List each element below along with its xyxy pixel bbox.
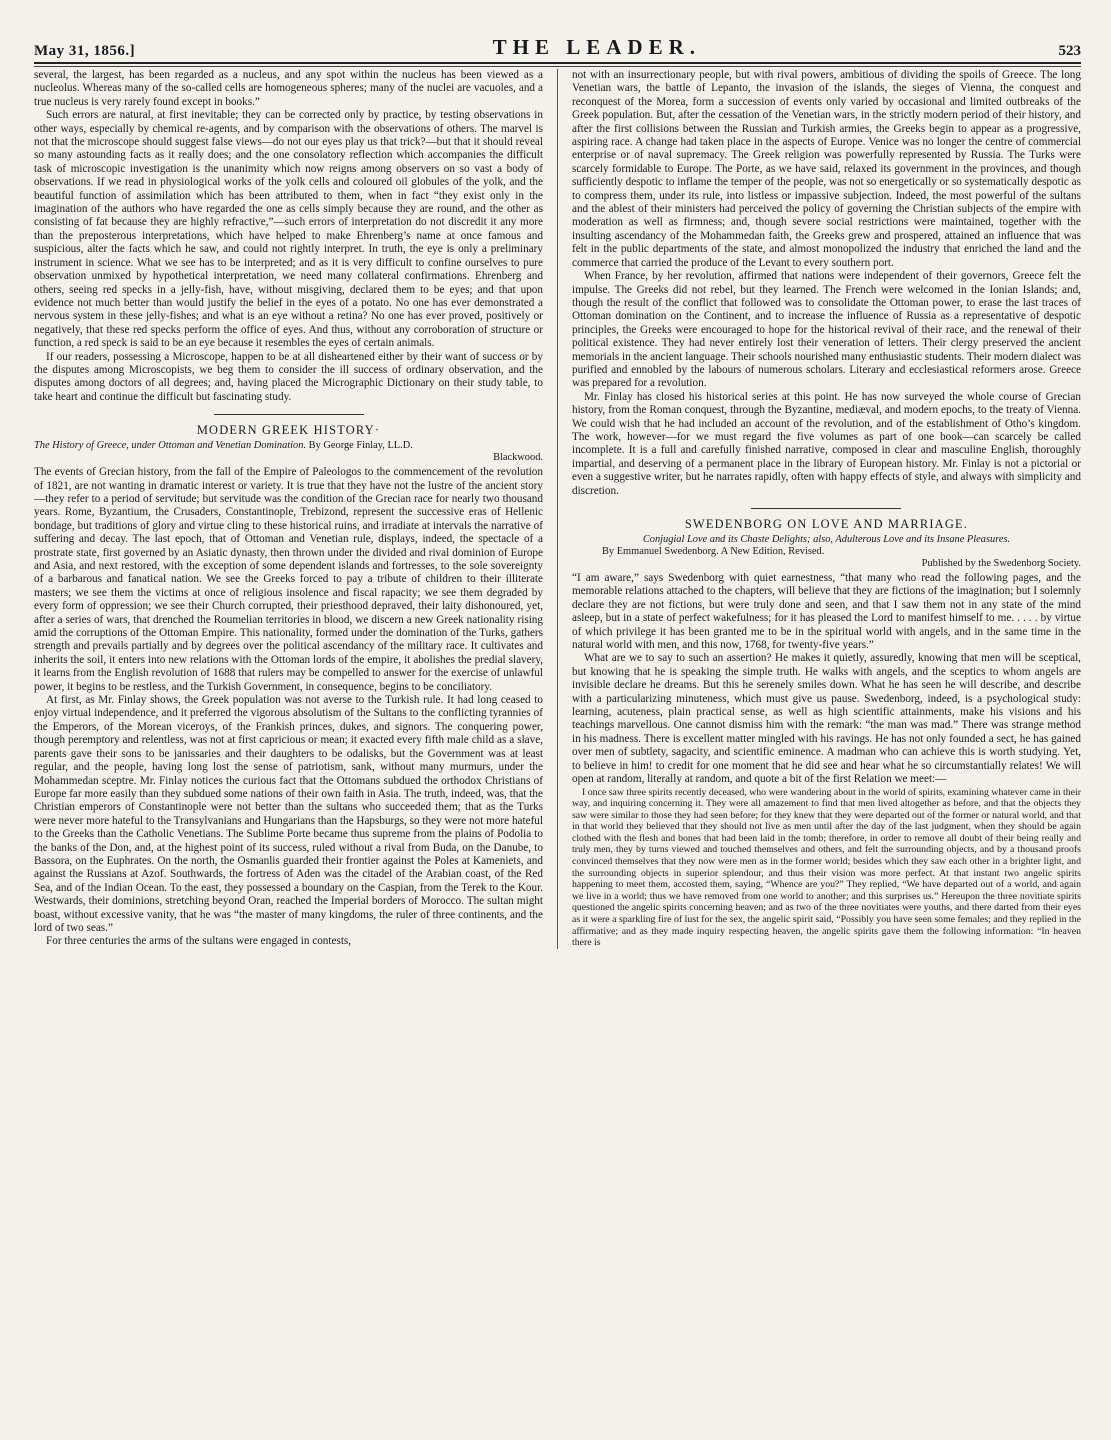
left-paragraph-3: If our readers, possessing a Microscope, happen to be at all disheartened either by their want of success or by the disputes among Microscopists, we beg them to consider the ill success of ordinary observation, and the disputes among doctors of all degrees; and, having placed the Micrographic Dictionary on their study table, to take heart and continue the difficult but fascinating study. <box>34 350 543 403</box>
masthead <box>34 30 1081 64</box>
right-column <box>572 69 1081 949</box>
right-paragraph-1: not with an insurrectionary people, but with rival powers, ambitious of dividing the spoils of Greece. The long Venetian wars, the battle of Lepanto, the invasion of the islands, the sieges of Vienna, the conquest and reconquest of the Morea, form a succession of events only varied by occasional and limited outbreaks of the Greek population. But, after the cessation of the Venetian wars, in the strictly modern period of their history, and after the first collisions between the Russian and Turkish armies, the Greeks begin to appear as a progressive, aspiring race. A change had taken place in the aspects of Europe. Venice was no longer the centre of commercial enterprise or of naval supremacy. The Greek religion was powerfully represented by Russia. The Turks were scarcely formidable to Europe. The Porte, as we have said, relaxed its government in the provinces, and though sufficiently despotic to inflame the temper of the people, was not so energetically or so systematically despotic as to compress them, under its rule, into listless or impassive subjection. Indeed, the most powerful of the sultans and the ablest of their ministers had perceived the policy of governing the Christian subjects of the empire with moderation as well as firmness; and, though severe social restrictions were maintained, together with the insulting ascendancy of the Mohammedan faith, the Greeks grew and prospered, attained an influence that was felt in the public departments of the state, and almost monopolized the industry that enriched the land and the commerce that carried the produce of the Levant to every southern port. <box>571 69 1081 269</box>
book-publisher: Blackwood. <box>493 452 543 464</box>
newspaper-title: THE LEADER. <box>492 35 702 59</box>
book-author: By Emmanuel Swedenborg. A New Edition, Revised. <box>601 546 825 557</box>
left-paragraph-5: At first, as Mr. Finlay shows, the Greek population was not averse to the Turkish rule. It had long ceased to enjoy virtual independence, and it preferred the vigorous absolutism of the Sultans to the conflicting tyrannies of the Emperors, of the Morean viceroys, of the Frankish princes, dukes, and signors. The conquering power, though peremptory and relentless, was not at first capricious or mean; it exacted every fifth male child as a slave, parents gave their sons to be janissaries and their daughters to be odalisks, but the Government was at least regular, and the people, having long lost the sense of patriotism, sank, without many murmurs, under the Mohammedan sceptre. Mr. Finlay notices the curious fact that the Ottomans subdued the orthodox Christians of Europe far more easily than they subdued some nations of their own faith in Asia. The truth, indeed, was, that the Christian emperors of Constantinople were not better than the sultans who succeeded them; that as the Turks were never more hateful to the Transylvanians and Hungarians than the Hapsburgs, so they were not more hateful to the Greeks than the Catholic Venetians. The Sublime Porte became thus supreme from the plains of Podolia to the banks of the Don, and, at the highest point of its success, ruled without a rival from Buda, on the Danube, to Bassora, on the Euphrates. On the north, the Osmanlis guarded their frontier against the Poles at Kameniets, and against the Russians at Azof. Southwards, the fortress of Aden was the citadel of the Arabian coast, of the Red Sea, and of the Indian Ocean. To the east, they possessed a boundary on the Caspian, from the Terek to the Kour. Westwards, their dominions, stretching beyond Oran, reached the Imperial borders of Morocco. The sultan might boast, without excessive vanity, that he was “the master of many kingdoms, the ruler of three continents, and the lord of two seas.” <box>34 694 543 934</box>
right-paragraph-3: Mr. Finlay has closed his historical series at this point. He has now surveyed the whole course of Grecian history, from the Roman conquest, through the Byzantine, mediæval, and modern epochs, to the treaty of Vienna. We could wish that he had included an account of the revolution, and of the establishment of Otho’s kingdom. The work, however—for we must regard the five volumes as part of one book—can scarcely be called incomplete. It is a full and carefully finished narrative, composed in clear and masculine English, thoroughly impartial, and deserving of a permanent place in the library of European history. Mr. Finlay is not a pictorial or even a suggestive writer, but he narrates rapidly, often with happy effects of style, and always with simplicity and discretion. <box>571 390 1081 497</box>
issue-date: May 31, 1856.] <box>34 43 136 59</box>
right-paragraph-5: What are we to say to such an assertion? He makes it quietly, assuredly, knowing that men will be sceptical, but knowing that he is speaking the simple truth. He walks with angels, and the sceptics to whom angels are invisible declare he dreams. But this he serenely smiles down. What he has seen he will describe, and describe with a particularizing minuteness, which must give us pause. Swedenborg, indeed, is a psychological study: learning, acuteness, plain practical sense, as well as high scientific attainments, make his visions and his teachings marvellous. One cannot dismiss him with the remark: “the man was mad.” There was strange method in his madness. There is excellent matter mingled with his ravings. He has not only founded a sect, he has gained over men of subtlety, sagacity, and scientific eminence. A madman who can achieve this is worth studying. Yet, to believe in him! to credit for one moment that he did see and hear what he so circumstantially relates! We will open at random, literally at random, and quote a bit of the first Relation we meet:— <box>571 652 1081 786</box>
book-title: Conjugial Love and its Chaste Delights; also, Adulterous Love and its Insane Pleasures. <box>642 534 1011 545</box>
right-paragraph-4: “I am aware,” says Swedenborg with quiet earnestness, “that many who read the following pages, and the memorable relations attached to the chapters, will believe that they are fictions of the imagination; but I solemnly declare they are not fictions, but were truly done and seen, and that I saw them not in any state of the mind asleep, but in a state of perfect wakefulness; for it has pleased the Lord to manifest himself to me. . . . . by virtue of which privilege it has been granted me to be in the spiritual world with angels, and in the same time in the natural world with men, and this now, 1768, for twenty-five years.” <box>571 572 1081 652</box>
article-title-swedenborg: SWEDENBORG ON LOVE AND MARRIAGE. <box>684 517 969 531</box>
article-separator <box>214 414 364 415</box>
book-info-swedenborg <box>572 534 1081 570</box>
left-paragraph-4: The events of Grecian history, from the fall of the Empire of Paleologos to the commencement of the revolution of 1821, are not wanting in dramatic interest or variety. It is true that they have not the lustre of the ancient story—they refer to a period of servitude; but servitude was the condition of the Grecian race for nearly two thousand years. Rome, Byzantium, the Crusaders, Constantinople, Trebizond, represent the successive eras of Hellenic bondage, but traditions of glory and virtue cling to these historical ruins, and irradiate at intervals the narrative of suffering and decay. The last epoch, that of Ottoman and Venetian rule, displays, indeed, the spectacle of a prostrate state, first governed by an Asiatic dynasty, then thrown under the divided and rival dominion of Europe and Asia, and next restored, with the exception of some dependent islands and fortresses, to the sole sovereignty of a barbarous and fanatical nation. We see the Greeks forced to pay a tribute of children to their illiterate masters; we see them the victims at once of religious insolence and fiscal rapacity; we see them degraded by every form of oppression; we see their Church corrupted, their priesthood depraved, their laity dishonoured, yet, after a series of wars, that drenched the Roumelian territories in blood, we discern a new Greek nationality rising amid the corruptions of the Ottoman Empire. This nationality, formed under the domination of the Turks, gathers strength and prevails partially and by degrees over the political ascendancy of the military race. It cultivates and inherits the soil, it enters into new relations with the Ottoman lords of the empire, it abolishes the predial slavery, it learns from the English revolution of 1688 that rulers may be compelled to answer for the exercise of unlawful power, it begins to be restless, and the Turkish Government, in consequence, begins to be conciliatory. <box>34 466 543 693</box>
left-paragraph-2: Such errors are natural, at first inevitable; they can be corrected only by practice, by testing observations in other ways, especially by chemical re-agents, and by comparison with the observations of others. The marvel is not that the microscope should suggest false views—do not our eyes play us that trick?—but that it should reveal so many astounding facts as it really does; and the one consolatory reflection which accompanies the difficult task of microscopic investigation is the unanimity which now reigns among observers on so vast a body of observations. If we read in physiological works of the yolk cells and coloured oil globules of the yolk, and the beautiful function of assimilation which has been attributed to them, when in fact “they exist only in the imagination of the authors who have regarded the one as cells simply because they are round, and the other as consisting of fat because they are highly refractive,”—such errors of interpretation do not discredit it any more than the preposterous interpretations, which have helped to make Ehrenberg’s name at once famous and suspicious, alter the facts which he saw, and could not rightly interpret. In truth, the eye is only a preliminary instrument in science. What we see has to be interpreted; and as it is very difficult to confine ourselves to pure observation unmixed by hypothetical interpretation, we need many collateral confirmations. Ehrenberg and others, seeing red specks in a jelly-fish, have, without misgiving, declared them to be eyes; and that upon evidence not much better than would justify the belief in the eyes of a potato. No one has ever demonstrated a nervous system in these jelly-fishes; and what is an eye without a retina? No one has ever proved, positively or negatively, that these red specks perform the office of eyes. And thus, without any corroboration of structure or function, a red speck is said to be an eye because it resembles the eyes of certain animals. <box>34 109 543 350</box>
left-column <box>34 69 543 949</box>
columns <box>34 69 1081 949</box>
book-author: By George Finlay, LL.D. <box>308 440 413 452</box>
right-quotation: I once saw three spirits recently deceased, who were wandering about in the world of spirits, examining whatever came in their way, and inquiring concerning it. They were all amazement to find that men lived altogether as before, and that the objects they saw were similar to those they had seen before; for they knew that they were departed out of the former or natural world, and that in that world they believed that they should not live as men until after the day of the last judgment, when they should be again clothed with the flesh and bones that had been laid in the tomb; therefore, in order to remove all doubt of their being really and truly men, they by turns viewed and touched themselves and others, and felt the surrounding objects, and by a thousand proofs convinced themselves that they now were men as in the former world; besides which they saw each other in a brighter light, and the surrounding objects in superior splendour, and thus their vision was more perfect. At that instant two angelic spirits happening to meet them, accosted them, saying, “Whence are you?” They replied, “We have departed out of a world, and again we live in a world; thus we have removed from one world to another; and this surprises us.” Hereupon the three novitiate spirits questioned the angelic spirits concerning heaven; and as two of the three novitiates were youths, and there darted from their eyes as it were a sparkling fire of lust for the sex, the angelic spirit said, “Possibly you have seen some females; and they replied in the affirmative; and as they made inquiry respecting heaven, the angelic spirits gave them the following information: “In heaven there is <box>571 786 1081 949</box>
masthead-rule <box>34 66 1081 67</box>
left-paragraph-6: For three centuries the arms of the sultans were engaged in contests, <box>46 935 352 948</box>
article-separator <box>751 508 901 509</box>
book-title: The History of Greece, under Ottoman and Venetian Domination. <box>34 440 307 452</box>
article-title-greek-history: MODERN GREEK HISTORY· <box>196 423 381 438</box>
page-number: 523 <box>1058 43 1081 59</box>
right-paragraph-2: When France, by her revolution, affirmed that nations were independent of their governors, Greece felt the impulse. The Greeks did not rebel, but they learned. The French were welcomed in the Ionian Islands; and, though the result of the conflict that followed was to consolidate the Ottoman power, to erase the last traces of Ottoman domination on the Continent, and to increase the influence of Russia as a representative of despotic principles, the Greeks were encouraged to hope for the historical revival of their race, and the renewal of their political existence. They had never entirely lost their veneration of letters. Their clergy preserved the ancient memorials in the ancient language. Their schools nourished many enthusiastic students. Their modern dialect was purified and ennobled by the labours of numerous scholars. Literary and ecclesiastical reformers arose. Greece was prepared for a revolution. <box>571 270 1081 390</box>
left-paragraph-1: several, the largest, has been regarded as a nucleus, and any spot within the nucleus has been viewed as a nucleolus. Whereas many of the so-called cells are homogeneous spheres; many of the nuclei are vacuoles, and a true nucleus is very rarely found except in books.” <box>34 69 543 108</box>
column-divider <box>557 69 558 949</box>
book-publisher: Published by the Swedenborg Society. <box>921 558 1081 569</box>
book-info-finlay <box>34 440 543 464</box>
